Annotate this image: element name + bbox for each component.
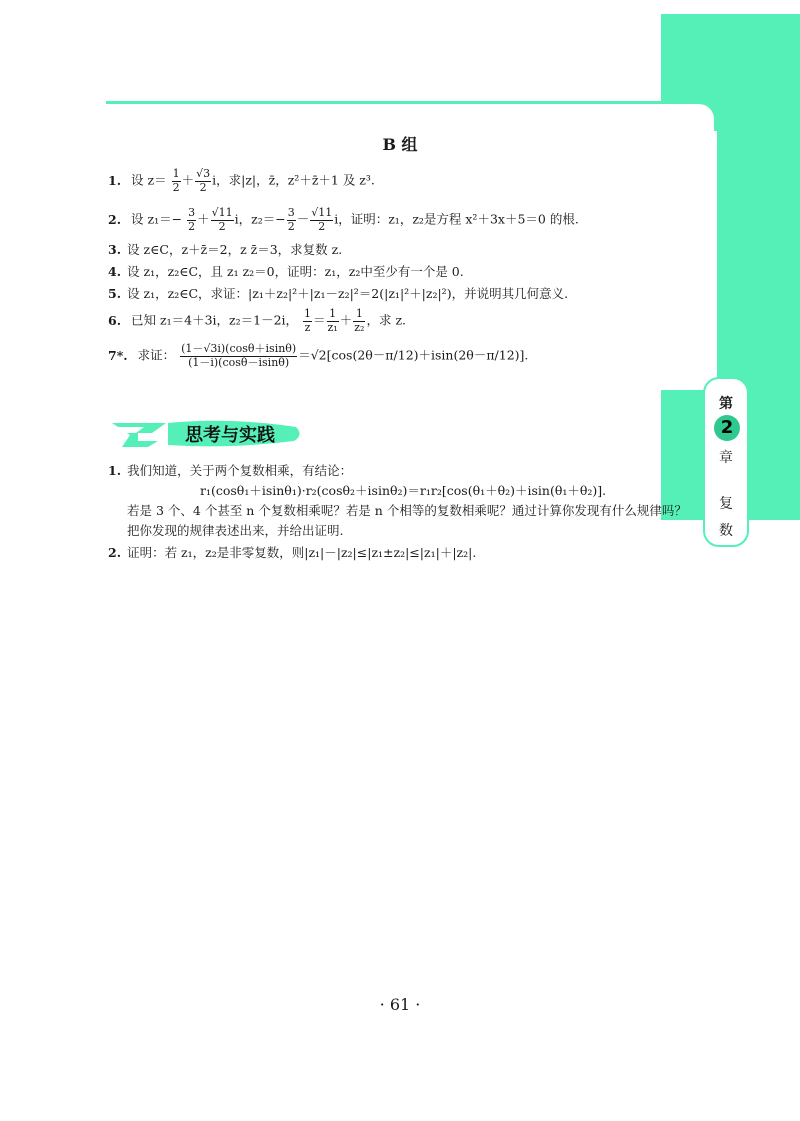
practice-banner-title: 思考与实践 — [185, 425, 275, 446]
problem-text: 设 z₁＝− — [131, 211, 183, 227]
chapter-tab — [703, 377, 749, 547]
minus-sign: － — [296, 211, 310, 227]
problem-text: 设 z∈C，z＋z̄＝2，z z̄＝3，求复数 z. — [127, 242, 343, 257]
problem-text: i，证明：z₁，z₂是方程 x²＋3x＋5＝0 的根. — [334, 211, 579, 227]
equals-sign: ＝ — [313, 312, 326, 328]
practice-text-line2: 若是 3 个、4 个甚至 n 个复数相乘呢？若是 n 个相等的复数相乘呢？通过计算你发现有什么规律吗？ — [127, 503, 687, 518]
chapter-title-char1: 复 — [719, 496, 733, 512]
practice-item-2 — [108, 543, 476, 561]
problem-number: 3. — [108, 242, 122, 257]
practice-text: 我们知道，关于两个复数相乘，有结论： — [127, 463, 353, 478]
problem-2 — [108, 207, 579, 233]
imag-unit: i — [212, 172, 217, 188]
problem-text: ，求 z. — [366, 312, 407, 328]
problem-3 — [108, 240, 342, 258]
fraction: $\frac{√11}{2}$ — [311, 206, 333, 233]
pencil-icon — [112, 423, 166, 447]
plus-sign: ＋ — [339, 312, 353, 328]
header-rule — [106, 101, 661, 104]
problem-6 — [108, 308, 406, 334]
problem-number: 6. — [108, 312, 122, 328]
fraction: $\frac{1}{z}$ — [304, 307, 312, 334]
problem-1 — [108, 168, 375, 194]
problem-number: 5. — [108, 286, 122, 301]
plus-sign: ＋ — [181, 172, 195, 188]
fraction: $\frac{1}{\text{z₂}}$ — [354, 307, 365, 334]
practice-text: 证明：若 z₁，z₂是非零复数，则|z₁|－|z₂|≤|z₁±z₂|≤|z₁|＋|z₂|. — [127, 545, 477, 560]
chapter-number-badge: 2 — [714, 415, 740, 441]
chapter-title-char2: 数 — [719, 523, 733, 539]
group-title: B 组 — [382, 135, 418, 154]
fraction: $\frac{1}{\text{z₁}}$ — [327, 307, 338, 334]
practice-text-line3: 把你发现的规律表述出来，并给出证明. — [127, 523, 344, 538]
page-panel-edge — [661, 101, 717, 131]
problem-text: ＝√2[cos(2θ－π/12)＋isin(2θ－π/12)]. — [298, 347, 529, 363]
problem-text: i，z₂＝− — [234, 211, 286, 227]
chapter-suffix: 章 — [719, 450, 733, 466]
problem-7 — [108, 343, 528, 369]
practice-number: 1. — [108, 463, 122, 478]
problem-5 — [108, 284, 568, 302]
practice-formula: r₁(cosθ₁＋isinθ₁)·r₂(cosθ₂＋isinθ₂)＝r₁r₂[cos(θ₁＋θ₂)＋isin(θ₁＋θ₂)]. — [200, 483, 607, 498]
problem-text: 已知 z₁＝4＋3i，z₂＝1－2i， — [131, 312, 299, 328]
fraction: $\frac{3}{2}$ — [188, 206, 196, 233]
fraction: $\frac{√11}{2}$ — [211, 206, 233, 233]
fraction: $\frac{(1-√3i)(\cos\theta+isin\theta)}{(1-i)(\cos\theta-isin\theta)}$ — [181, 342, 297, 369]
problem-4 — [108, 262, 464, 280]
fraction: $\frac{3}{2}$ — [287, 206, 295, 233]
problem-text: ，求|z|，z̄，z²＋z̄＋1 及 z³. — [216, 172, 375, 188]
chapter-prefix: 第 — [719, 396, 733, 412]
practice-number: 2. — [108, 545, 122, 560]
problem-text: 求证： — [137, 347, 176, 363]
problem-number: 2. — [108, 211, 122, 227]
problem-number: 1. — [108, 172, 122, 188]
problem-number: 4. — [108, 264, 122, 279]
fraction: $\frac{√3}{2}$ — [196, 167, 211, 194]
practice-item-1 — [108, 461, 352, 479]
plus-sign: ＋ — [197, 211, 210, 227]
problem-number: 7*. — [108, 347, 128, 363]
problem-text: 设 z₁，z₂∈C，求证：|z₁＋z₂|²＋|z₁－z₂|²＝2(|z₁|²＋|z₂|²)，并说明其几何意义. — [127, 286, 569, 301]
problem-text: 设 z＝ — [131, 172, 167, 188]
problem-text: 设 z₁，z₂∈C，且 z₁ z₂＝0，证明：z₁，z₂中至少有一个是 0. — [127, 264, 464, 279]
page-number: · 61 · — [379, 995, 421, 1014]
fraction: $\frac{1}{2}$ — [172, 167, 180, 194]
